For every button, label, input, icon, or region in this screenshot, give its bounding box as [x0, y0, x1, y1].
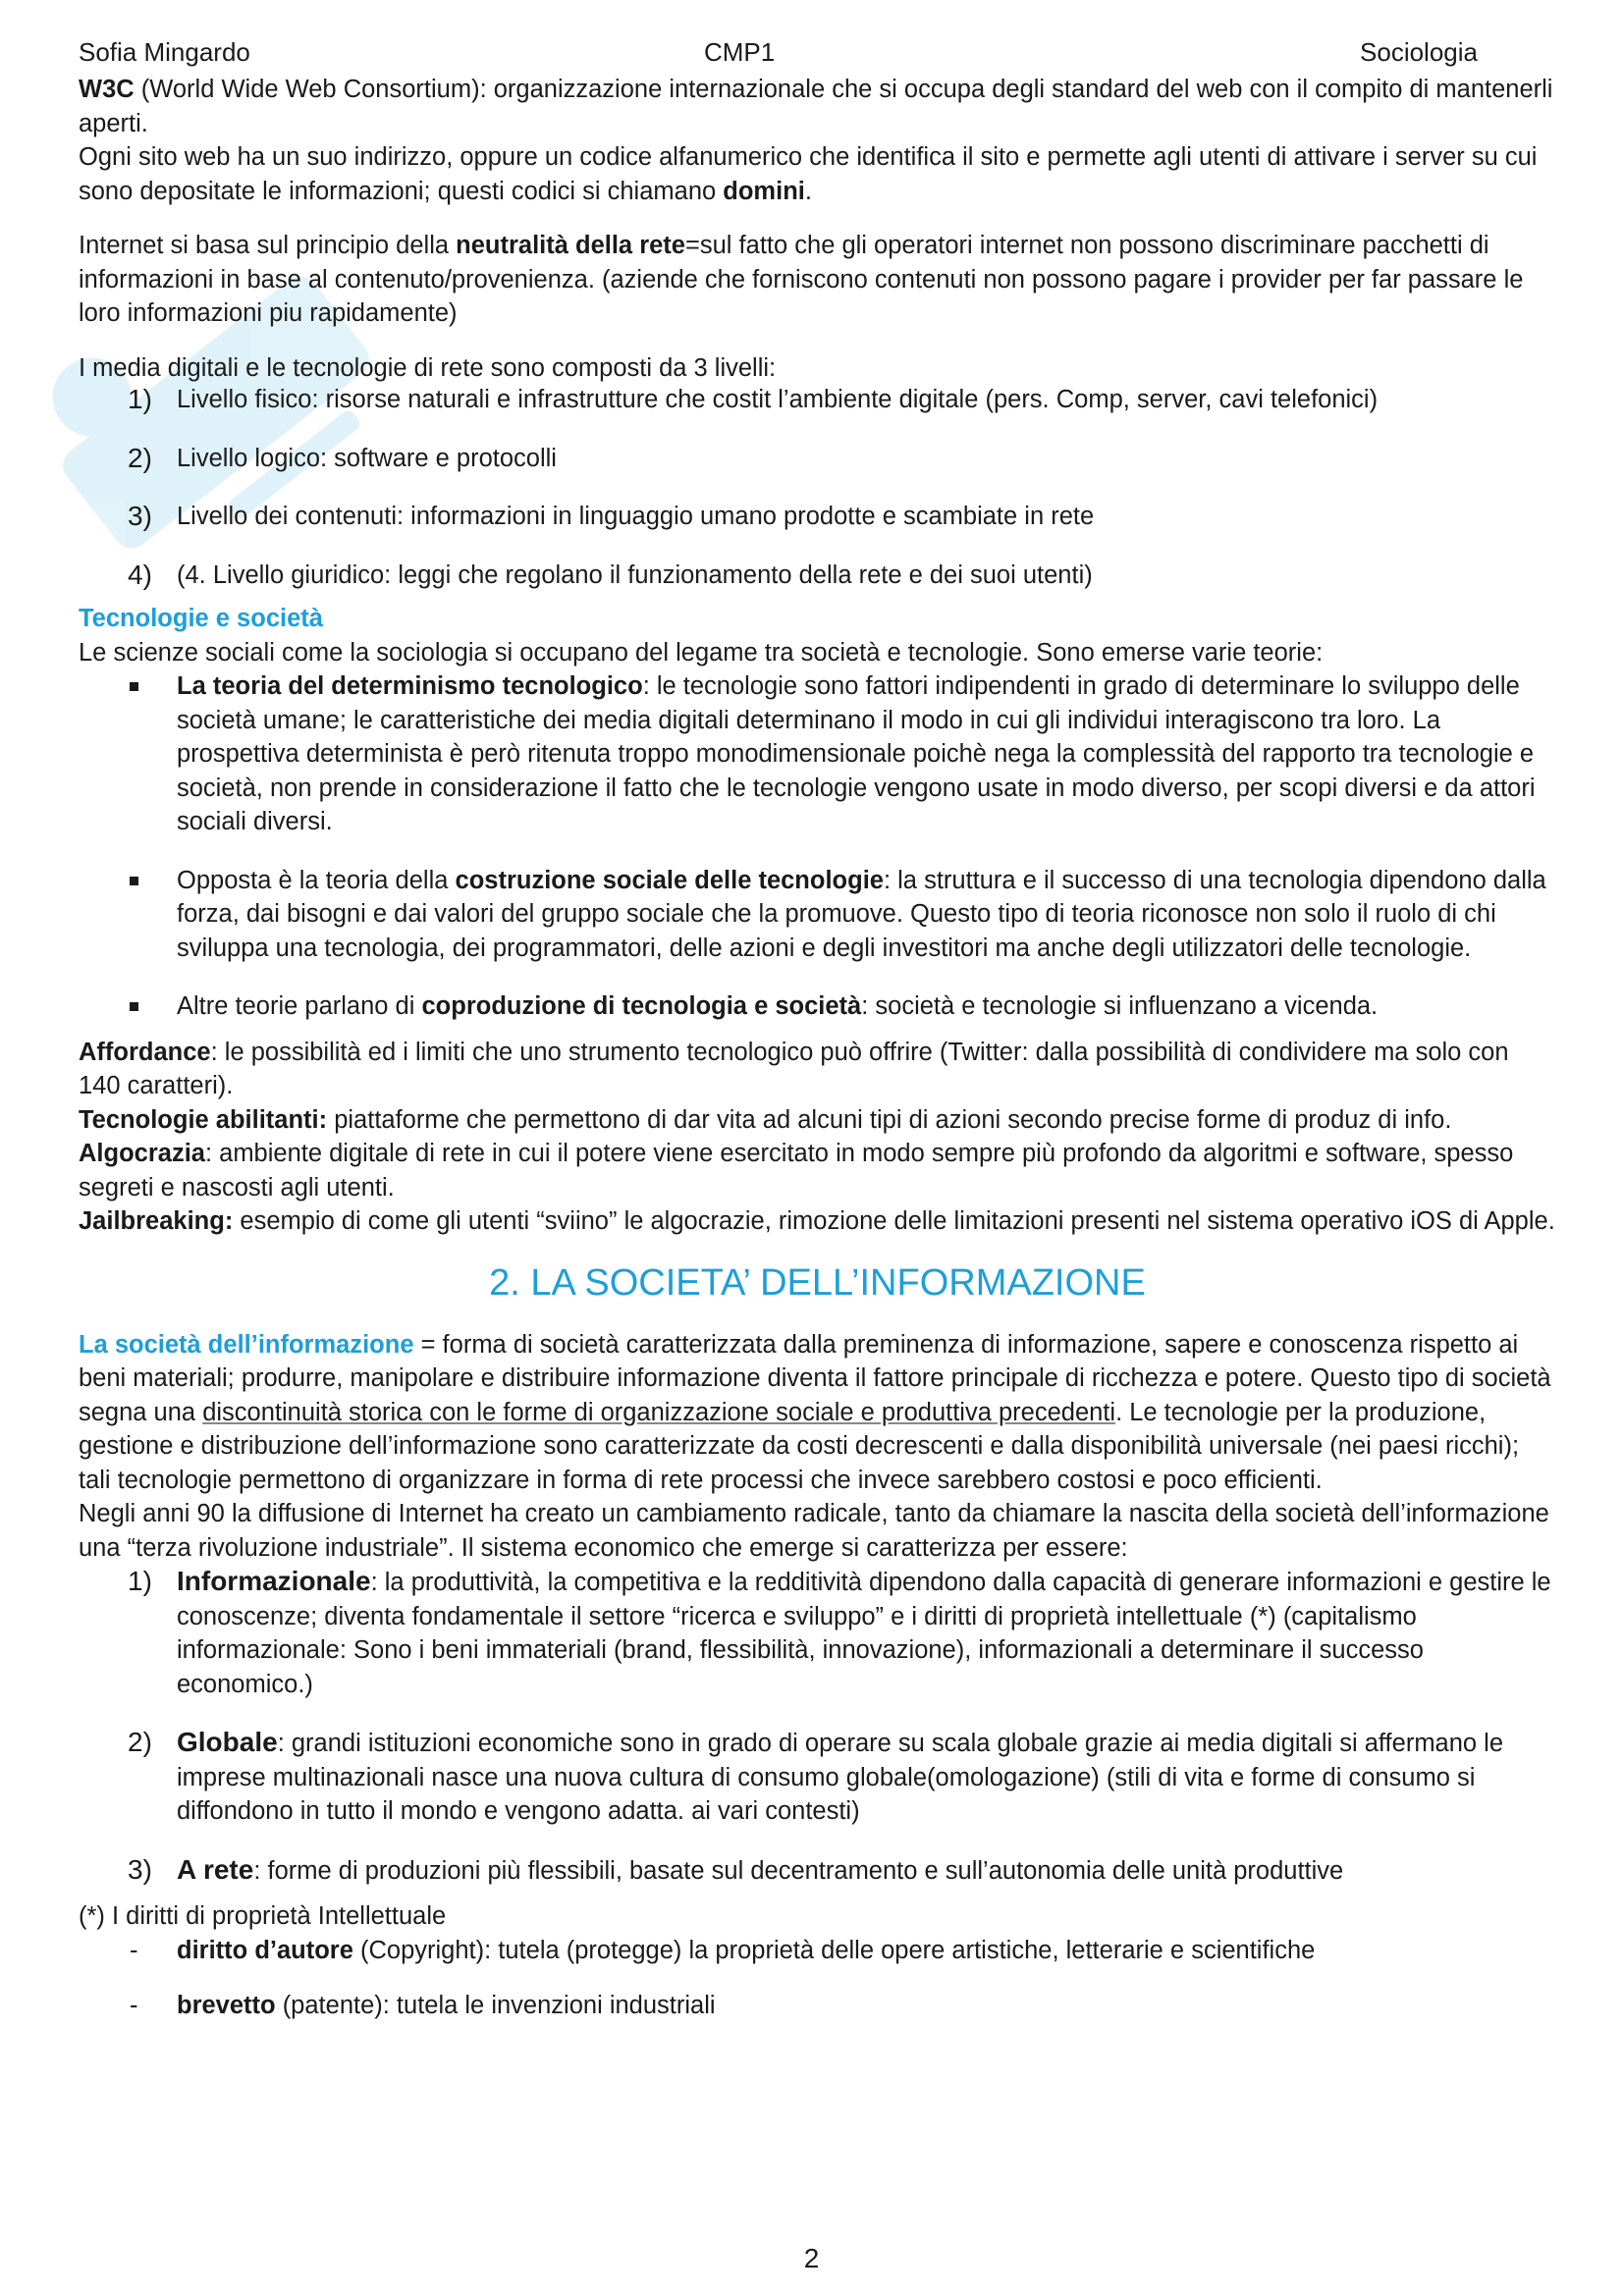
list-item	[79, 1565, 1556, 1701]
neutral-term: neutralità della rete	[456, 232, 685, 259]
definition-term: Affordance	[79, 1038, 211, 1066]
society-text: = forma di società caratterizzata dalla preminenza di informazione, sapere e conoscenza rispetto ai beni materiali; produrre, manipolare e distribuire informazione diventa il fattore principale di ricchezza e potere. Questo tipo di società segna una	[79, 1330, 1551, 1426]
list-item	[79, 864, 1556, 966]
list-item	[79, 989, 1556, 1024]
item-post: : società e tecnologie si influenzano a vicenda.	[861, 992, 1379, 1020]
domini-paragraph	[79, 140, 1556, 208]
item-text: : la produttività, la competitiva e la redditività dipendono dalla capacità di generare informazioni e gestire le conoscenze; diventa fondamentale il settore “ricerca e sviluppo” e i diritti di proprietà intellettuale (*) (capitalismo informazionale: Sono i beni immateriali (brand, flessibilità, innovazione), informazionali a determinare il successo economico.)	[177, 1569, 1551, 1698]
bullet-icon	[130, 1002, 138, 1011]
bullet-icon	[130, 877, 138, 885]
definition-text: piattaforme che permettono di dar vita ad alcuni tipi di azioni secondo precise forme di produz di info.	[327, 1105, 1452, 1134]
list-number: 1)	[128, 1566, 152, 1596]
list-item	[79, 1726, 1556, 1829]
dash-marker: -	[130, 1936, 138, 1964]
list-number: 3)	[128, 501, 152, 531]
item-text: : grandi istituzioni economiche sono in grado di operare su scala globale grazie ai media digitali si affermano le imprese multinazionali nasce una nuova cultura di consumo globale(omologazione) (stili di vita e forme di consumo si diffondono in tutto il mondo e vengono adatta. ai vari contesti)	[177, 1730, 1504, 1825]
list-item	[79, 1989, 1556, 2023]
list-text: (4. Livello giuridico: leggi che regolano il funzionamento della rete e dei suoi utenti)	[177, 561, 1093, 589]
dash-marker: -	[130, 1992, 138, 2019]
section-heading-tech: Tecnologie e società	[79, 605, 323, 632]
domini-post: .	[804, 177, 812, 205]
neutrality-paragraph	[79, 229, 1556, 331]
list-text: Livello dei contenuti: informazioni in linguaggio umano prodotte e scambiate in rete	[177, 503, 1095, 530]
definition	[79, 1137, 1556, 1204]
list-item	[79, 1934, 1556, 1968]
list-item	[79, 500, 1556, 534]
list-item	[79, 669, 1556, 839]
document-body	[79, 73, 1556, 2045]
society-rest: . Le tecnologie per la produzione, gestione e distribuzione dell’informazione sono caratterizzate da costi decrescenti e dalla disponibilità universale (nei paesi ricchi); tali tecnologie permettono di organizzare in forma di rete processi che invece sarebbero costosi e poco efficienti.	[79, 1398, 1520, 1494]
definition-term: Tecnologie abilitanti:	[79, 1105, 328, 1134]
rights-list	[79, 1934, 1556, 2023]
item-term: Informazionale	[177, 1566, 371, 1596]
w3c-paragraph	[79, 73, 1556, 140]
item-pre: Altre teorie parlano di	[177, 992, 422, 1020]
list-number: 4)	[128, 559, 152, 590]
tech-intro: Le scienze sociali come la sociologia si occupano del legame tra società e tecnologie. Sono emerse varie teorie:	[79, 638, 1324, 667]
item-term: La teoria del determinismo tecnologico	[177, 672, 643, 700]
list-item	[79, 559, 1556, 593]
item-term: Globale	[177, 1727, 278, 1757]
society-underline: discontinuità storica con le forme di organizzazione sociale e produttiva precedenti	[202, 1398, 1116, 1426]
definition	[79, 1036, 1556, 1103]
item-term: costruzione sociale delle tecnologie	[455, 866, 884, 894]
levels-list	[79, 383, 1556, 592]
list-number: 2)	[128, 1727, 152, 1757]
item-term: coproduzione di tecnologia e società	[421, 992, 862, 1020]
list-number: 1)	[128, 384, 152, 414]
society-term: La società dell’informazione	[79, 1330, 414, 1359]
page-header	[79, 37, 1478, 73]
definition-text: : le possibilità ed i limiti che uno strumento tecnologico può offrire (Twitter: dalla possibilità di condividere ma solo con 140 caratteri).	[79, 1038, 1509, 1099]
definition-text: : ambiente digitale di rete in cui il potere viene esercitato in modo sempre più profondo da algoritmi e software, spesso segreti e nascosti agli utenti.	[79, 1140, 1514, 1201]
header-author: Sofia Mingardo	[79, 37, 250, 67]
item-post: : la struttura e il successo di una tecnologia dipendono dalla forza, dai bisogni e dai valori del gruppo sociale che la promuove. Questo tipo di teoria riconosce non solo il ruolo di chi sviluppa una tecnologia, dei programmatori, delle azioni e degli investitori ma anche degli utilizzatori delle tecnologie.	[177, 866, 1546, 962]
item-text: (patente): tutela le invenzioni industriali	[275, 1992, 716, 2019]
list-text: Livello fisico: risorse naturali e infrastrutture che costit l’ambiente digitale (pers. Comp, server, cavi telefonici)	[177, 386, 1379, 413]
definition-term: Jailbreaking:	[79, 1207, 234, 1235]
list-number: 3)	[128, 1853, 152, 1885]
item-pre: Opposta è la teoria della	[177, 866, 456, 894]
definition	[79, 1204, 1556, 1239]
list-item	[79, 383, 1556, 417]
item-term: brevetto	[177, 1992, 276, 2019]
header-subject: Sociologia	[1360, 37, 1478, 67]
item-text: : forme di produzioni più flessibili, basate sul decentramento e sull’autonomia delle unità produttive	[253, 1856, 1344, 1885]
list-text: Livello logico: software e protocolli	[177, 444, 557, 472]
theories-list	[79, 669, 1556, 1024]
neutral-post: =sul fatto che gli operatori internet non possono discriminare pacchetti di informazioni in base al contenuto/provenienza. (aziende che forniscono contenuti non possono pagare i provider per far passare le loro informazioni piu rapidamente)	[79, 232, 1524, 327]
list-item	[79, 1853, 1556, 1889]
society-definition	[79, 1328, 1556, 1498]
item-term: diritto d’autore	[177, 1936, 353, 1964]
neutral-pre: Internet si basa sul principio della	[79, 232, 457, 259]
levels-intro: I media digitali e le tecnologie di rete sono composti da 3 livelli:	[79, 353, 777, 382]
item-post: : le tecnologie sono fattori indipendenti in grado di determinare lo sviluppo delle società umane; le caratteristiche dei media digitali determinano il modo in cui gli individui interagiscono tra loro. La prospettiva determinista è però ritenuta troppo monodimensionale poichè nega la complessità del rapporto tra tecnologie e società, non prende in considerazione il fatto che le tecnologie vengono usate in modo diverso, per scopi diversi e da attori sociali diversi.	[177, 672, 1536, 835]
item-text: (Copyright): tutela (protegge) la proprietà delle opere artistiche, letterarie e scientifiche	[352, 1936, 1316, 1964]
list-number: 2)	[128, 442, 152, 473]
definition-text: esempio di come gli utenti “sviino” le algocrazie, rimozione delle limitazioni presenti nel sistema operativo iOS di Apple.	[233, 1207, 1555, 1235]
w3c-term: W3C	[79, 76, 135, 103]
item-term: A rete	[177, 1853, 254, 1885]
header-course: CMP1	[704, 37, 776, 67]
economy-list	[79, 1565, 1556, 1888]
definition-term: Algocrazia	[79, 1140, 205, 1167]
page-number: 2	[803, 2243, 820, 2273]
bullet-icon	[130, 682, 138, 691]
w3c-text: (World Wide Web Consortium): organizzazione internazionale che si occupa degli standard del web con il compito di mantenerli aperti.	[79, 76, 1553, 137]
rights-note: (*) I diritti di proprietà Intellettuale	[79, 1902, 447, 1930]
section-title: 2. LA SOCIETA’ DELL’INFORMAZIONE	[489, 1261, 1146, 1304]
domini-term: domini	[723, 177, 805, 205]
definition	[79, 1103, 1556, 1138]
definitions	[79, 1036, 1556, 1239]
anni90-paragraph: Negli anni 90 la diffusione di Internet ha creato un cambiamento radicale, tanto da chiamare la nascita della società dell’informazione una “terza rivoluzione industriale”. Il sistema economico che emerge si caratterizza per essere:	[79, 1500, 1549, 1562]
domini-pre: Ogni sito web ha un suo indirizzo, oppure un codice alfanumerico che identifica il sito e permette agli utenti di attivare i server su cui sono depositate le informazioni; questi codici si chiamano	[79, 143, 1538, 205]
list-item	[79, 442, 1556, 476]
